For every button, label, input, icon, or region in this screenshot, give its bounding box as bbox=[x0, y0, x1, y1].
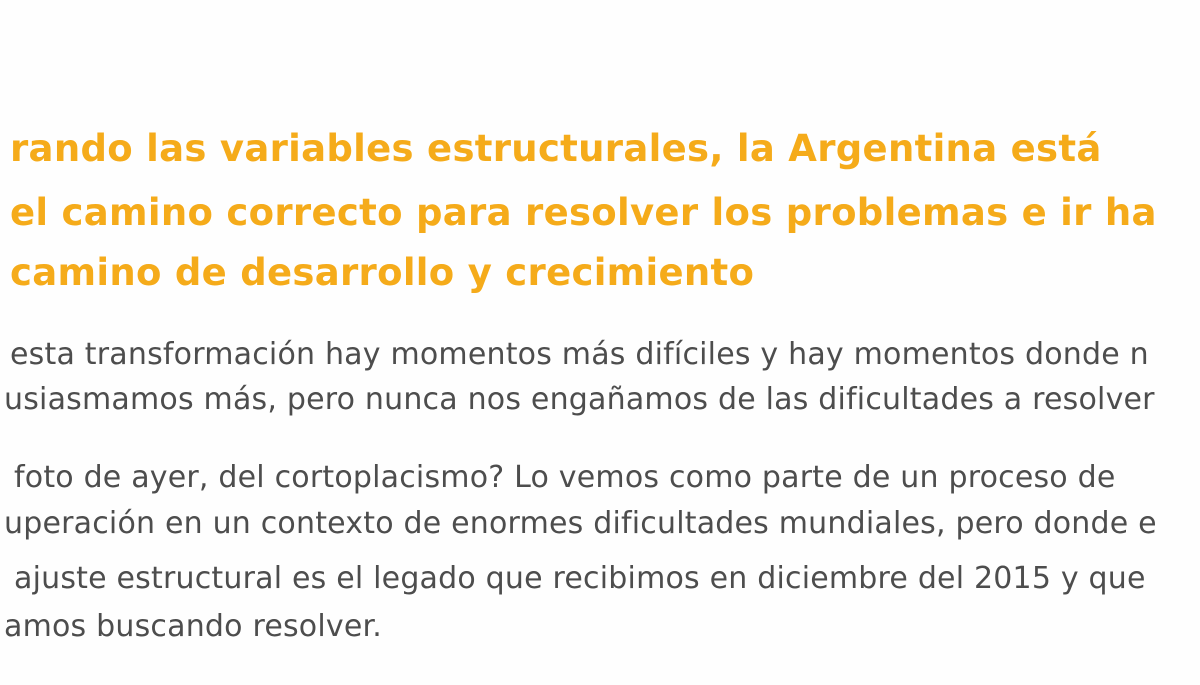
body-text-line: esta transformación hay momentos más difíciles y hay momentos donde n bbox=[10, 337, 1149, 372]
body-text-line: foto de ayer, del cortoplacismo? Lo vemos como parte de un proceso de bbox=[14, 460, 1116, 495]
headline-line: el camino correcto para resolver los problemas e ir ha bbox=[10, 191, 1157, 234]
body-text-line: ajuste estructural es el legado que recibimos en diciembre del 2015 y que bbox=[14, 561, 1146, 596]
headline-line: camino de desarrollo y crecimiento bbox=[10, 251, 755, 294]
headline-line: rando las variables estructurales, la Argentina está bbox=[10, 127, 1102, 170]
body-text-line: usiasmamos más, pero nunca nos engañamos de las dificultades a resolver bbox=[4, 382, 1155, 417]
body-text-line: amos buscando resolver. bbox=[4, 609, 383, 644]
body-text-line: uperación en un contexto de enormes dificultades mundiales, pero donde e bbox=[4, 506, 1157, 541]
